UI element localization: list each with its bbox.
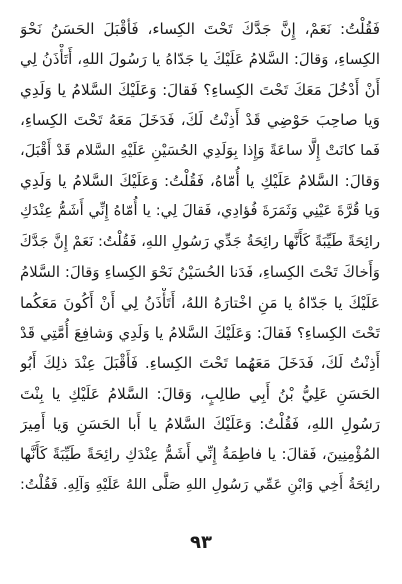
text-line-3: أَنْ أَدْخُلَ مَعَكَ تَحْتَ الكِساءِ؟ فَقالَ: وَعَلَيْكَ السَّلامُ يا وَلَدِي <box>20 80 380 99</box>
text-line-6: وَقالَ: السَّلامُ عَلَيْكِ يا أُمّاهُ، فَقُلْتُ: وَعَلَيْكَ السَّلامُ يا وَلَدِي <box>20 171 380 190</box>
page-number: ٩٣ <box>190 532 212 553</box>
text-line-16: رائِحَةُ أَخِي وَابْنِ عَمِّي رَسُولِ اللهِ صَلَّى اللهُ عَلَيْهِ وَآلِهِ. فَقُلْتُ: <box>20 476 380 493</box>
text-line-10: عَلَيْكَ يا جَدّاهُ يا مَنِ اخْتارَهُ اللهُ، أَتَأْذَنُ لِي أَنْ أَكُونَ مَعَكُما <box>20 293 380 312</box>
body-text <box>20 14 380 500</box>
text-line-11: تَحْتَ الكِساءِ؟ فَقالَ: وَعَلَيْكَ السَّلامُ يا وَلَدِي وَشافِعَ أُمَّتِي قَدْ <box>20 323 380 342</box>
text-line-7: وَيا قُرَّةَ عَيْنِي وَثَمَرَةَ فُؤادِي، فَقالَ لِي: يا أُمّاهُ إِنِّي أَشَمُّ عِنْدَكِ <box>20 202 380 220</box>
text-line-14: رَسُولِ اللهِ، فَقُلْتُ: وَعَلَيْكَ السَّلامُ يا أَبا الحَسَنِ وَيا أَمِيرَ <box>20 415 380 434</box>
text-line-2: الكِساءِ، وَقالَ: السَّلامُ عَلَيْكَ يا جَدّاهُ يا رَسُولَ اللهِ، أَتَأْذَنُ لِي <box>20 50 380 69</box>
text-line-5: فَما كانَتْ إِلَّا ساعَةً وَإِذا بِوَلَدِي الحُسَيْنِ عَلَيْهِ السَّلام قَدْ أَقْبَلَ، <box>20 141 380 159</box>
text-line-9: وَأَخاكَ تَحْتَ الكِساءِ، فَدَنا الحُسَيْنُ نَحْوَ الكِساءِ وَقالَ: السَّلامُ <box>20 263 380 282</box>
text-line-13: الحَسَنِ عَلِيُّ بْنُ أَبِي طالِبٍ، وَقالَ: السَّلامُ عَلَيْكِ يا بِنْتَ <box>20 384 380 403</box>
text-line-12: أَذِنْتُ لَكَ، فَدَخَلَ مَعَهُما تَحْتَ الكِساءِ. فَأَقْبَلَ عِنْدَ ذلِكَ أَبُو <box>20 354 380 373</box>
text-line-4: وَيا صاحِبَ حَوْضِي قَدْ أَذِنْتُ لَكَ، فَدَخَلَ مَعَهُ تَحْتَ الكِساءِ، <box>20 111 380 130</box>
text-line-1: فَقُلْتُ: نَعَمْ، إِنَّ جَدَّكَ تَحْتَ الكِساء، فَأقْبَلَ الحَسَنُ نَحْوَ <box>20 20 380 38</box>
text-line-15: المُؤْمِنِينَ، فَقالَ: يا فاطِمَةُ إِنِّي أَشَمُّ عِنْدَكِ رائِحَةً طَيِّبَةً كَأَنَّها <box>20 445 380 464</box>
text-line-8: رائِحَةً طَيِّبَةً كَأَنَّها رائِحَةُ جَدِّي رَسُولِ اللهِ، فَقُلْتُ: نَعَمْ إِنَّ جَدَّكَ <box>20 232 380 250</box>
